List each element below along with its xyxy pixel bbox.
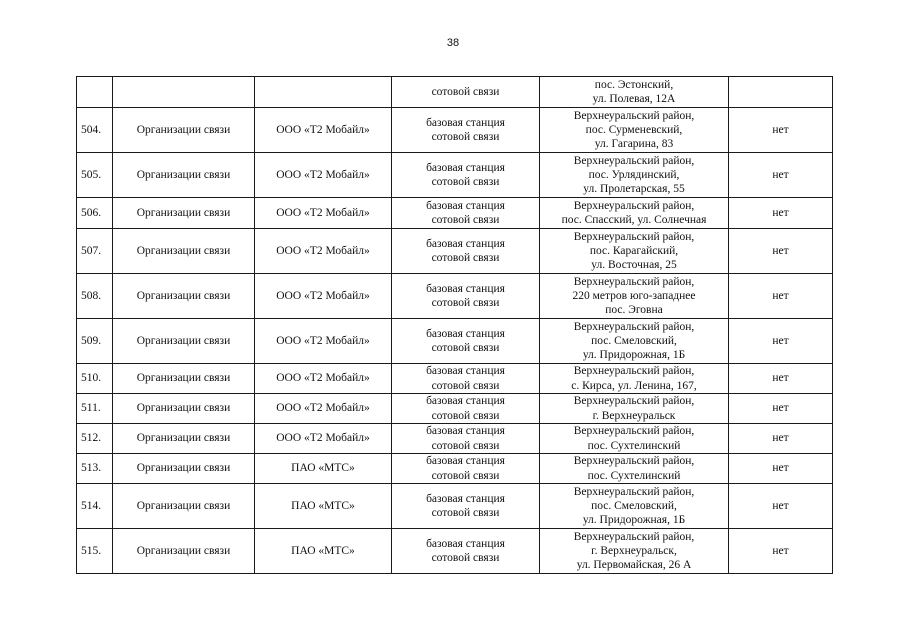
row-address xyxy=(540,319,729,364)
registry-table xyxy=(76,76,833,574)
row-object-type xyxy=(392,529,540,574)
row-address xyxy=(540,274,729,319)
table-row xyxy=(77,364,833,394)
row-address xyxy=(540,484,729,529)
row-category: Организации связи xyxy=(113,108,255,153)
address-line: Верхнеуральский район, xyxy=(573,455,695,468)
row-flag: нет xyxy=(729,364,833,394)
row-category: Организации связи xyxy=(113,229,255,274)
row-object-type xyxy=(392,108,540,153)
object-line: сотовой связи xyxy=(431,252,500,264)
table-row xyxy=(77,529,833,574)
address-line: Верхнеуральский район, xyxy=(573,109,695,122)
row-object-type xyxy=(392,364,540,394)
object-line: сотовой связи xyxy=(431,176,500,188)
row-organization: ПАО «МТС» xyxy=(255,484,392,529)
address-line: Верхнеуральский район, xyxy=(573,154,695,167)
address-line: Верхнеуральский район, xyxy=(573,530,695,543)
object-line: базовая станция xyxy=(426,455,505,468)
address-line: Верхнеуральский район, xyxy=(573,395,695,408)
address-line: пос. Эговна xyxy=(605,304,663,317)
row-category: Организации связи xyxy=(113,424,255,454)
table-row xyxy=(77,274,833,319)
row-category: Организации связи xyxy=(113,198,255,229)
address-line: пос. Сухтелинский xyxy=(587,469,681,482)
row-object-type xyxy=(392,484,540,529)
row-flag: нет xyxy=(729,198,833,229)
row-number: 510. xyxy=(77,364,113,394)
object-line: сотовой связи xyxy=(431,409,500,422)
object-line: базовая станция xyxy=(426,425,505,438)
object-line: сотовой связи xyxy=(431,297,500,309)
row-number xyxy=(77,77,113,108)
address-line: ул. Восточная, 25 xyxy=(591,259,677,272)
table-row xyxy=(77,424,833,454)
row-organization: ООО «Т2 Мобайл» xyxy=(255,394,392,424)
object-line: сотовой связи xyxy=(431,469,500,482)
address-line: ул. Первомайская, 26 А xyxy=(576,559,692,572)
address-line: Верхнеуральский район, xyxy=(573,365,695,378)
row-flag: нет xyxy=(729,394,833,424)
object-line: сотовой связи xyxy=(431,552,500,564)
table-row xyxy=(77,484,833,529)
row-organization: ООО «Т2 Мобайл» xyxy=(255,108,392,153)
object-line: базовая станция xyxy=(426,365,505,378)
address-line: Верхнеуральский район, xyxy=(573,199,695,212)
row-address xyxy=(540,394,729,424)
address-line: г. Верхнеуральск xyxy=(592,409,676,422)
address-line: г. Верхнеуральск, xyxy=(591,544,677,557)
row-organization: ООО «Т2 Мобайл» xyxy=(255,153,392,198)
row-flag: нет xyxy=(729,153,833,198)
row-flag: нет xyxy=(729,319,833,364)
row-number: 504. xyxy=(77,108,113,153)
object-line: сотовой связи xyxy=(431,439,500,452)
address-line: Верхнеуральский район, xyxy=(573,320,695,333)
row-object-type xyxy=(392,274,540,319)
address-line: пос. Сурменевский, xyxy=(585,123,683,136)
row-address xyxy=(540,454,729,484)
address-line: пос. Сухтелинский xyxy=(587,439,681,452)
address-line: Верхнеуральский район, xyxy=(573,485,695,498)
row-organization: ООО «Т2 Мобайл» xyxy=(255,364,392,394)
object-line: базовая станция xyxy=(426,395,505,408)
row-category: Организации связи xyxy=(113,394,255,424)
row-category xyxy=(113,77,255,108)
object-line: базовая станция xyxy=(426,116,505,129)
row-address xyxy=(540,198,729,229)
row-address xyxy=(540,108,729,153)
row-flag xyxy=(729,77,833,108)
row-number: 514. xyxy=(77,484,113,529)
row-number: 509. xyxy=(77,319,113,364)
row-number: 513. xyxy=(77,454,113,484)
table-row xyxy=(77,394,833,424)
row-object-type xyxy=(392,198,540,229)
row-category: Организации связи xyxy=(113,274,255,319)
row-organization: ООО «Т2 Мобайл» xyxy=(255,319,392,364)
address-line: Верхнеуральский район, xyxy=(573,275,695,288)
address-line: пос. Урлядинский, xyxy=(588,168,680,181)
object-line: базовая станция xyxy=(426,237,505,250)
table-row xyxy=(77,229,833,274)
row-flag: нет xyxy=(729,424,833,454)
object-line: базовая станция xyxy=(426,199,505,212)
row-number: 512. xyxy=(77,424,113,454)
row-number: 507. xyxy=(77,229,113,274)
table-row xyxy=(77,454,833,484)
row-flag: нет xyxy=(729,484,833,529)
row-address xyxy=(540,229,729,274)
row-flag: нет xyxy=(729,108,833,153)
row-address xyxy=(540,424,729,454)
row-address xyxy=(540,529,729,574)
row-address xyxy=(540,153,729,198)
row-number: 505. xyxy=(77,153,113,198)
row-object-type xyxy=(392,319,540,364)
address-line: Верхнеуральский район, xyxy=(573,230,695,243)
row-address xyxy=(540,77,729,108)
table-row xyxy=(77,198,833,229)
registry-table-body xyxy=(77,77,833,574)
row-category: Организации связи xyxy=(113,364,255,394)
address-line: ул. Придорожная, 1Б xyxy=(582,514,686,527)
address-line: ул. Полевая, 12А xyxy=(592,93,676,105)
row-flag: нет xyxy=(729,529,833,574)
row-organization: ПАО «МТС» xyxy=(255,454,392,484)
row-organization: ООО «Т2 Мобайл» xyxy=(255,274,392,319)
row-object-type xyxy=(392,454,540,484)
address-line: с. Кирса, ул. Ленина, 167, xyxy=(571,379,697,392)
object-line: базовая станция xyxy=(426,282,505,295)
page-number: 38 xyxy=(446,37,460,49)
object-line: сотовой связи xyxy=(431,131,500,143)
row-category: Организации связи xyxy=(113,319,255,364)
address-line: пос. Смеловский, xyxy=(591,334,677,347)
row-category: Организации связи xyxy=(113,454,255,484)
row-category: Организации связи xyxy=(113,529,255,574)
object-line: сотовой связи xyxy=(431,214,500,226)
address-line: ул. Придорожная, 1Б xyxy=(582,349,686,362)
row-number: 511. xyxy=(77,394,113,424)
address-line: Верхнеуральский район, xyxy=(573,425,695,438)
table-row xyxy=(77,77,833,108)
object-line: сотовой связи xyxy=(431,379,500,392)
row-category: Организации связи xyxy=(113,153,255,198)
object-line: сотовой связи xyxy=(431,342,500,354)
object-line: базовая станция xyxy=(426,327,505,340)
address-line: 220 метров юго-западнее xyxy=(572,289,696,302)
row-flag: нет xyxy=(729,229,833,274)
row-object-type xyxy=(392,77,540,108)
object-line: базовая станция xyxy=(426,537,505,550)
address-line: ул. Пролетарская, 55 xyxy=(583,183,685,196)
row-object-type xyxy=(392,229,540,274)
table-row xyxy=(77,153,833,198)
row-object-type xyxy=(392,424,540,454)
row-organization: ООО «Т2 Мобайл» xyxy=(255,229,392,274)
address-line: ул. Гагарина, 83 xyxy=(594,138,674,151)
object-line: сотовой связи xyxy=(431,507,500,519)
table-row xyxy=(77,108,833,153)
row-number: 515. xyxy=(77,529,113,574)
row-flag: нет xyxy=(729,454,833,484)
row-organization: ООО «Т2 Мобайл» xyxy=(255,424,392,454)
object-line: сотовой связи xyxy=(431,85,500,98)
row-organization xyxy=(255,77,392,108)
address-line: пос. Смеловский, xyxy=(591,499,677,512)
address-line: пос. Карагайский, xyxy=(589,244,679,257)
row-category: Организации связи xyxy=(113,484,255,529)
row-address xyxy=(540,364,729,394)
row-organization: ПАО «МТС» xyxy=(255,529,392,574)
row-number: 508. xyxy=(77,274,113,319)
row-number: 506. xyxy=(77,198,113,229)
row-organization: ООО «Т2 Мобайл» xyxy=(255,198,392,229)
object-line: базовая станция xyxy=(426,161,505,174)
row-object-type xyxy=(392,394,540,424)
address-line: пос. Эстонский, xyxy=(594,78,674,91)
object-line: базовая станция xyxy=(426,492,505,505)
row-flag: нет xyxy=(729,274,833,319)
address-line: пос. Спасский, ул. Солнечная xyxy=(561,214,707,226)
table-row xyxy=(77,319,833,364)
row-object-type xyxy=(392,153,540,198)
